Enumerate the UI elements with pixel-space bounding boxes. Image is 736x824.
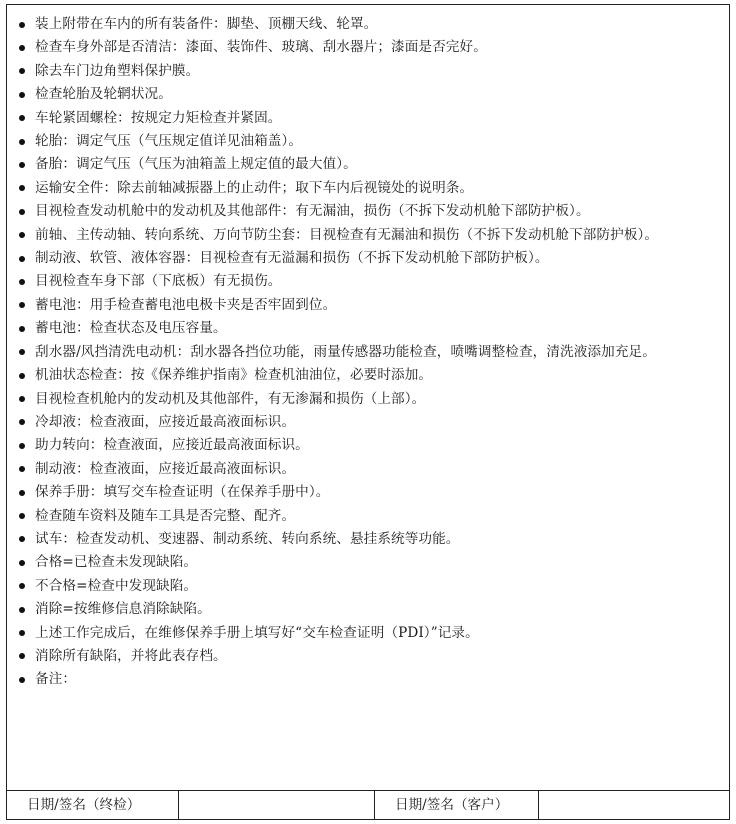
list-item: 车轮紧固螺栓：按规定力矩检查并紧固。 [19,107,717,130]
bullet-icon [19,22,25,28]
list-item: 不合格=检查中发现缺陷。 [19,575,717,598]
list-item: 试车：检查发动机、变速器、制动系统、转向系统、悬挂系统等功能。 [19,528,717,551]
list-item: 目视检查车身下部（下底板）有无损伤。 [19,270,717,293]
list-item: 消除所有缺陷，并将此表存档。 [19,645,717,668]
bullet-icon [19,490,25,496]
bullet-icon [19,162,25,168]
list-item: 保养手册：填写交车检查证明（在保养手册中）。 [19,481,717,504]
list-item: 备注： [19,668,717,691]
customer-signature-field[interactable] [539,791,729,819]
bullet-icon [19,513,25,519]
bullet-icon [19,536,25,542]
bullet-icon [19,256,25,262]
list-item: 备胎：调定气压（气压为油箱盖上规定值的最大值）。 [19,153,717,176]
customer-signature-label: 日期/签名（客户） [375,791,539,819]
bullet-icon [19,232,25,238]
list-item: 目视检查机舱内的发动机及其他部件，有无渗漏和损伤（上部）。 [19,388,717,411]
bullet-icon [19,466,25,472]
list-item: 消除=按维修信息消除缺陷。 [19,598,717,621]
list-item: 机油状态检查：按《保养维护指南》检查机油油位，必要时添加。 [19,364,717,387]
bullet-icon [19,68,25,74]
bullet-icon [19,92,25,98]
signature-row [7,790,729,819]
list-item: 装上附带在车内的所有装备件：脚垫、顶棚天线、轮罩。 [19,13,717,36]
bullet-icon [19,209,25,215]
list-item: 前轴、主传动轴、转向系统、万向节防尘套：目视检查有无漏油和损伤（不拆下发动机舱下部防护板）。 [19,224,717,247]
checklist [7,5,729,692]
final-inspection-signature-field[interactable] [179,791,375,819]
bullet-icon [19,115,25,121]
list-item: 冷却液：检查液面，应接近最高液面标识。 [19,411,717,434]
list-item: 蓄电池：用手检查蓄电池电极卡夹是否牢固到位。 [19,294,717,317]
list-item: 检查轮胎及轮辋状况。 [19,83,717,106]
list-item: 运输安全件：除去前轴减振器上的止动件；取下车内后视镜处的说明条。 [19,177,717,200]
list-item: 检查车身外部是否清洁：漆面、装饰件、玻璃、刮水器片；漆面是否完好。 [19,36,717,59]
bullet-icon [19,560,25,566]
bullet-icon [19,279,25,285]
list-item: 轮胎：调定气压（气压规定值详见油箱盖）。 [19,130,717,153]
list-item: 合格=已检查未发现缺陷。 [19,551,717,574]
bullet-icon [19,583,25,589]
list-item: 目视检查发动机舱中的发动机及其他部件：有无漏油，损伤（不拆下发动机舱下部防护板）。 [19,200,717,223]
bullet-icon [19,443,25,449]
bullet-icon [19,677,25,683]
bullet-icon [19,185,25,191]
bullet-icon [19,45,25,51]
bullet-icon [19,349,25,355]
list-item: 检查随车资料及随车工具是否完整、配齐。 [19,505,717,528]
list-item: 助力转向：检查液面，应接近最高液面标识。 [19,434,717,457]
bullet-icon [19,396,25,402]
bullet-icon [19,653,25,659]
bullet-icon [19,302,25,308]
bullet-icon [19,326,25,332]
list-item: 制动液、软管、液体容器：目视检查有无溢漏和损伤（不拆下发动机舱下部防护板）。 [19,247,717,270]
list-item: 制动液：检查液面，应接近最高液面标识。 [19,458,717,481]
bullet-icon [19,419,25,425]
final-inspection-signature-label: 日期/签名（终检） [7,791,179,819]
bullet-icon [19,139,25,145]
list-item: 蓄电池：检查状态及电压容量。 [19,317,717,340]
bullet-icon [19,373,25,379]
list-item: 除去车门边角塑料保护膜。 [19,60,717,83]
pdi-checklist-sheet [6,4,730,820]
list-item: 刮水器/风挡清洗电动机：刮水器各挡位功能，雨量传感器功能检查，喷嘴调整检查，清洗液添加充足。 [19,341,717,364]
bullet-icon [19,607,25,613]
bullet-icon [19,630,25,636]
list-item: 上述工作完成后，在维修保养手册上填写好“交车检查证明（PDI）”记录。 [19,622,717,645]
